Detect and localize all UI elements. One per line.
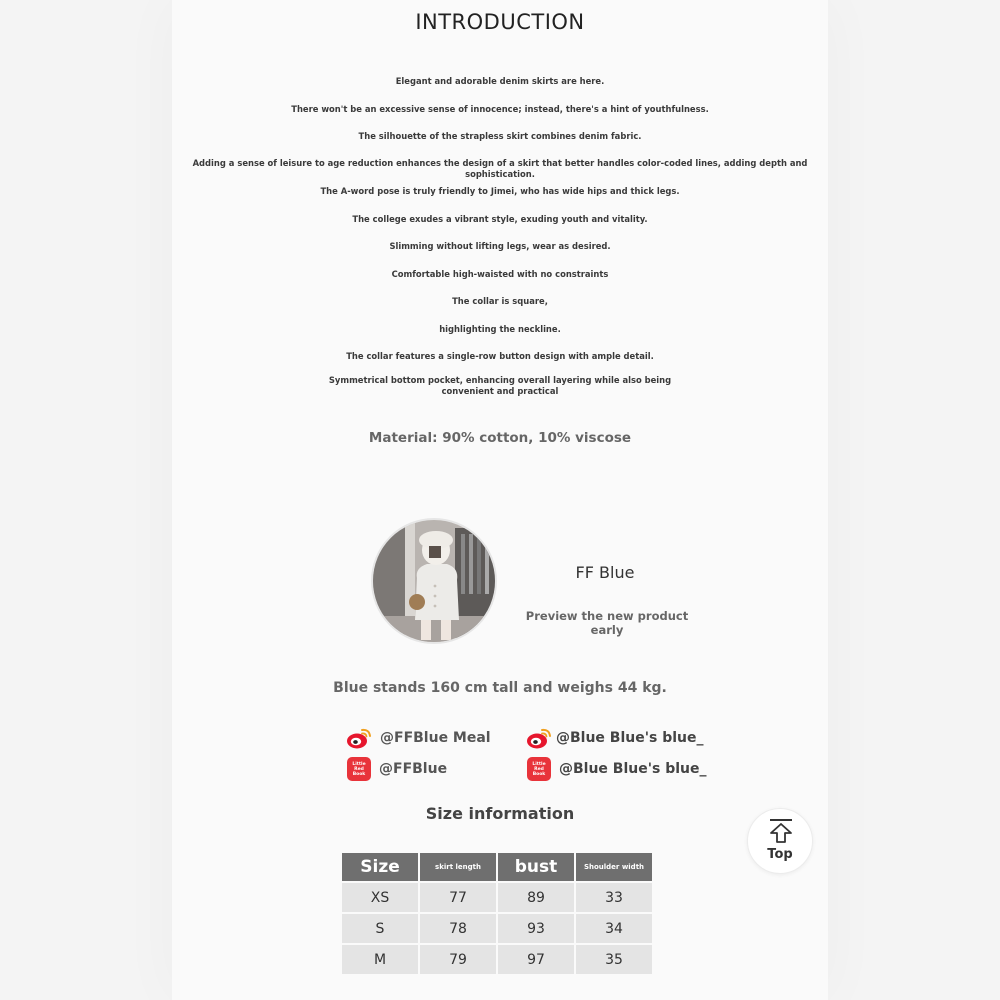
intro-line: Adding a sense of leisure to age reduction enhances the design of a skirt that better handles color-coded lines, adding depth and sophistication. [192,158,808,179]
cell-bust: 89 [498,883,574,912]
redbook-handle: @FFBlue [379,761,448,777]
social-redbook-left[interactable] [347,756,447,782]
back-to-top-button[interactable] [747,808,813,874]
intro-line: The silhouette of the strapless skirt combines denim fabric. [358,131,642,141]
profile-name: FF Blue [575,563,635,582]
cell-shoulder-width: 34 [576,914,652,943]
intro-line: Elegant and adorable denim skirts are here. [395,76,605,86]
arrow-up-icon [768,818,794,848]
header-size: Size [342,853,418,881]
cell-bust: 97 [498,945,574,974]
profile-subtitle: Preview the new product early [525,609,689,637]
size-table-header-row [342,853,652,881]
weibo-handle: @FFBlue Meal [380,730,491,746]
cell-skirt-length: 78 [420,914,496,943]
product-detail-page [172,0,828,1000]
cell-size: S [342,914,418,943]
intro-line: There won't be an excessive sense of innocence; instead, there's a hint of youthfulness. [291,104,709,114]
cell-skirt-length: 79 [420,945,496,974]
size-table [340,851,654,976]
intro-line: The college exudes a vibrant style, exuding youth and vitality. [352,214,648,224]
social-weibo-left[interactable] [346,725,491,751]
avatar-photo [373,520,497,644]
intro-line: The A-word pose is truly friendly to Jimei, who has wide hips and thick legs. [320,186,680,196]
weibo-icon [526,726,552,750]
table-row [342,883,652,912]
social-redbook-right[interactable] [527,756,707,782]
social-weibo-right[interactable] [526,725,704,751]
weibo-handle: @Blue Blue's blue_ [556,730,704,746]
size-info-title: Size information [425,804,575,823]
section-title: INTRODUCTION [415,10,585,34]
table-row [342,914,652,943]
cell-size: XS [342,883,418,912]
weibo-icon [346,726,372,750]
table-row [342,945,652,974]
header-bust: bust [498,853,574,881]
intro-line: highlighting the neckline. [439,324,561,334]
cell-skirt-length: 77 [420,883,496,912]
cell-shoulder-width: 35 [576,945,652,974]
cell-shoulder-width: 33 [576,883,652,912]
cell-bust: 93 [498,914,574,943]
material-info: Material: 90% cotton, 10% viscose [368,430,632,446]
header-shoulder-width: Shoulder width [576,853,652,881]
intro-line: Comfortable high-waisted with no constraints [391,269,609,279]
intro-line: The collar features a single-row button design with ample detail. [346,351,654,361]
avatar [371,518,497,644]
little-red-book-icon: Little Red Book [527,757,551,781]
intro-line: Symmetrical bottom pocket, enhancing overall layering while also being convenient and practical [328,375,672,396]
redbook-handle: @Blue Blue's blue_ [559,761,707,777]
model-stats: Blue stands 160 cm tall and weighs 44 kg. [333,680,667,696]
intro-line: The collar is square, [452,296,548,306]
intro-line: Slimming without lifting legs, wear as desired. [389,241,611,251]
header-skirt-length: skirt length [420,853,496,881]
little-red-book-icon: Little Red Book [347,757,371,781]
cell-size: M [342,945,418,974]
top-label: Top [767,847,793,862]
